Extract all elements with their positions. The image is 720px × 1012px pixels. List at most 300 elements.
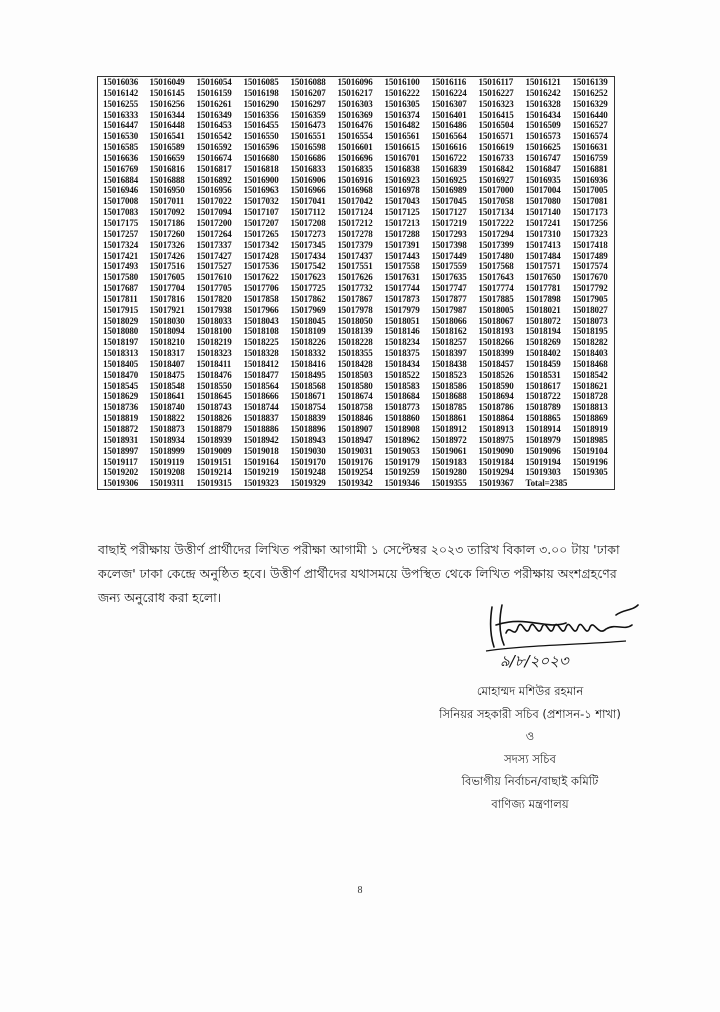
roll-number-cell: 15018269 [525, 337, 561, 348]
roll-number-cell: 15016722 [431, 152, 467, 163]
roll-number-cell: 15017207 [243, 217, 279, 228]
roll-number-cell: 15018323 [196, 348, 232, 359]
roll-number-cell: 15018523 [431, 369, 467, 380]
table-row [98, 337, 615, 348]
roll-number-cell: 15016100 [384, 77, 420, 87]
roll-number-cell: 15017326 [149, 239, 185, 250]
roll-number-cell: 15019248 [290, 467, 326, 478]
roll-number-cell: 15017542 [290, 261, 326, 272]
roll-number-cell: 15018931 [103, 434, 139, 445]
roll-number-cell: 15019164 [243, 456, 279, 467]
roll-number-cell: 15016305 [384, 98, 420, 109]
roll-number-cell: 15016686 [290, 152, 326, 163]
roll-number-cell: 15016989 [431, 185, 467, 196]
roll-number-cell: 15018282 [572, 337, 608, 348]
roll-number-cell: 15019170 [290, 456, 326, 467]
roll-number-cell: 15017241 [525, 217, 561, 228]
roll-number-cell: 15018896 [290, 424, 326, 434]
roll-number-cell: 15018073 [572, 315, 608, 326]
roll-number-cell: 15017705 [196, 283, 232, 294]
roll-number-cell: 15017877 [431, 293, 467, 304]
roll-number-cell: 15017811 [103, 293, 138, 304]
table-row [98, 142, 615, 153]
roll-number-cell: 15016888 [149, 174, 185, 185]
roll-number-cell: 15018997 [103, 445, 139, 456]
roll-number-cell: 15017428 [243, 250, 279, 261]
roll-number-cell: 15018580 [337, 380, 373, 391]
roll-number-cell: 15018629 [103, 391, 139, 402]
roll-number-cell: 15018621 [572, 380, 608, 391]
roll-number-cell: 15017293 [431, 228, 467, 239]
roll-number-cell: 15017081 [572, 196, 608, 207]
roll-number-cell: 15019194 [525, 456, 561, 467]
roll-number-cell: 15017112 [290, 207, 326, 218]
roll-number-cell: 15018886 [243, 424, 279, 434]
roll-number-cell: 15018162 [431, 326, 467, 337]
roll-number-cell: 15018459 [525, 358, 561, 369]
roll-number-cell: 15016486 [431, 120, 467, 131]
roll-number-cell: 15017140 [525, 207, 561, 218]
roll-number-cell: 15018688 [431, 391, 467, 402]
roll-number-cell: 15018438 [431, 358, 467, 369]
roll-number-cell: 15016759 [572, 152, 608, 163]
exam-notice-paragraph: বাছাই পরীক্ষায় উত্তীর্ণ প্রার্থীদের লিখিত পরীক্ষা আগামী ১ সেপ্টেম্বর ২০২৩ তারিখ বিকাল ৩.০০ টায় 'ঢাকা কলেজ' ঢাকা কেন্দ্রে অনুষ্ঠিত হবে। উত্তীর্ণ প্রার্থীদের যথাসময়ে উপস্থিত থেকে লিখিত পরীক্ষায় অংশগ্রহণের জন্য অনুরোধ করা হলো। [98, 542, 620, 605]
roll-number-cell: 15016453 [196, 120, 232, 131]
roll-number-cell: 15016297 [290, 98, 326, 109]
roll-number-cell: 15016207 [290, 87, 326, 98]
roll-number-cell: 15018050 [337, 315, 373, 326]
roll-number-cell: 15017580 [103, 272, 139, 283]
table-row [98, 294, 615, 305]
roll-number-cell: 15018407 [149, 358, 185, 369]
roll-number-cell: 15016598 [290, 142, 326, 153]
roll-number-cell: 15018457 [478, 358, 514, 369]
table-row [98, 240, 615, 251]
table-row [98, 391, 615, 402]
roll-number-cell: 15016571 [478, 131, 514, 142]
roll-number-cell: 15018985 [572, 434, 608, 445]
roll-number-cell: 15016816 [149, 163, 185, 174]
roll-number-cell: 15018872 [103, 424, 139, 434]
roll-number-cell: 15017643 [478, 272, 514, 283]
roll-number-cell: 15019355 [431, 478, 467, 489]
roll-number-cell: 15017391 [384, 239, 420, 250]
roll-number-cell: 15018942 [243, 434, 279, 445]
roll-number-cell: 15017480 [478, 250, 514, 261]
roll-number-cell: 15016455 [243, 120, 279, 131]
roll-number-cell: 15018873 [149, 424, 185, 434]
roll-number-cell: 15019315 [196, 478, 232, 489]
table-row [98, 305, 615, 316]
roll-number-cell: 15017704 [149, 283, 185, 294]
roll-number-cell: 15018939 [196, 434, 232, 445]
table-row [98, 348, 615, 359]
roll-number-cell: 15017257 [103, 228, 139, 239]
table-row [98, 185, 615, 196]
roll-number-cell: 15018907 [337, 424, 373, 434]
roll-number-cell: 15019104 [572, 445, 608, 456]
roll-number-cell: 15016551 [290, 131, 326, 142]
roll-number-cell: 15018399 [478, 348, 514, 359]
roll-number-cell: 15018266 [478, 337, 514, 348]
roll-number-cell: 15017437 [337, 250, 373, 261]
table-row [98, 381, 615, 392]
roll-number-cell: 15017310 [525, 228, 561, 239]
roll-number-cell: 15017323 [572, 228, 608, 239]
roll-number-cell: 15018405 [103, 358, 139, 369]
roll-number-cell: 15016242 [525, 87, 561, 98]
roll-number-cell: 15019183 [431, 456, 467, 467]
roll-number-cell: 15016769 [103, 163, 139, 174]
roll-number-cell: 15016835 [337, 163, 373, 174]
roll-number-cell: 15016290 [243, 98, 279, 109]
roll-number-cell: 15017008 [103, 196, 139, 207]
roll-number-cell: 15016847 [525, 163, 561, 174]
roll-number-cell: 15016198 [243, 87, 279, 98]
table-row [98, 283, 615, 294]
roll-number-cell: 15018583 [384, 380, 420, 391]
roll-number-cell: 15019303 [525, 467, 561, 478]
roll-number-cell: 15018475 [149, 369, 185, 380]
roll-number-cell: 15018080 [103, 326, 139, 337]
roll-number-cell: 15019061 [431, 445, 467, 456]
roll-number-cell: 15019202 [103, 467, 139, 478]
roll-number-cell: 15018109 [290, 326, 326, 337]
roll-number-cell: 15018108 [243, 326, 279, 337]
roll-number-cell: 15016966 [290, 185, 326, 196]
signature-date: ৯/৮/২০২৩ [500, 652, 569, 670]
signatory-designation: সিনিয়র সহকারী সচিব (প্রশাসন-১ শাখা) [439, 706, 621, 721]
roll-number-cell: 15018470 [103, 369, 139, 380]
roll-number-cell: 15018005 [478, 304, 514, 315]
roll-number-cell: 15018066 [431, 315, 467, 326]
roll-number-cell: 15016561 [384, 131, 420, 142]
roll-number-cell: 15019117 [103, 456, 138, 467]
roll-number-cell: 15019219 [243, 467, 279, 478]
roll-number-cell: 15019254 [337, 467, 373, 478]
roll-number-cell: 15017058 [478, 196, 514, 207]
roll-number-cell: 15016473 [290, 120, 326, 131]
table-row [98, 478, 615, 489]
roll-number-cell: 15019323 [243, 478, 279, 489]
roll-number-cell: 15016659 [149, 152, 185, 163]
table-row [98, 435, 615, 446]
table-row [98, 424, 615, 435]
table-row [98, 77, 615, 88]
roll-number-cell: 15017265 [243, 228, 279, 239]
roll-number-cell: 15018403 [572, 348, 608, 359]
roll-number-cell: 15016527 [572, 120, 608, 131]
roll-number-cell: 15017858 [243, 293, 279, 304]
roll-number-cell: 15017558 [384, 261, 420, 272]
roll-number-cell: 15016448 [149, 120, 185, 131]
roll-number-cell: 15016900 [243, 174, 279, 185]
roll-number-cell: 15017650 [525, 272, 561, 283]
roll-number-cell: 15019208 [149, 467, 185, 478]
roll-number-cell: 15016817 [196, 163, 232, 174]
roll-number-cell: 15017427 [196, 250, 232, 261]
roll-number-cell: 15017324 [103, 239, 139, 250]
roll-number-cell: 15018914 [525, 424, 561, 434]
roll-number-cell: 15016255 [103, 98, 139, 109]
signatory-committee: বিভাগীয় নির্বাচন/বাছাই কমিটি [461, 774, 599, 788]
roll-number-cell: 15017418 [572, 239, 608, 250]
roll-number-cell: 15016401 [431, 109, 467, 120]
handwritten-signature [466, 585, 646, 660]
roll-number-cell: 15018402 [525, 348, 561, 359]
roll-number-cell: 15018355 [337, 348, 373, 359]
roll-number-cell: 15017484 [525, 250, 561, 261]
table-row [98, 413, 615, 424]
roll-number-cell: 15018564 [243, 380, 279, 391]
roll-number-cell: 15018522 [384, 369, 420, 380]
roll-number-cell: 15016615 [384, 142, 420, 153]
roll-number-cell: 15018027 [572, 304, 608, 315]
roll-number-cell: 15017260 [149, 228, 185, 239]
roll-number-cell: 15019329 [290, 478, 326, 489]
roll-number-cell: 15017979 [384, 304, 420, 315]
roll-number-cell: 15019151 [196, 456, 232, 467]
roll-number-cell: 15016434 [525, 109, 561, 120]
page-number: 8 [357, 885, 363, 896]
roll-number-cell: 15017399 [478, 239, 514, 250]
roll-number-cell: 15016121 [525, 77, 561, 87]
roll-number-cell: 15018412 [243, 358, 279, 369]
roll-number-cell: 15016224 [431, 87, 467, 98]
roll-number-cell: 15016139 [572, 77, 608, 87]
roll-number-cell: 15018257 [431, 337, 467, 348]
roll-number-cell: 15016968 [337, 185, 373, 196]
roll-number-cell: 15018100 [196, 326, 232, 337]
roll-number-cell: 15018146 [384, 326, 420, 337]
roll-number-cell: 15018975 [478, 434, 514, 445]
roll-number-cell: 15017915 [103, 304, 139, 315]
roll-number-cell: 15018979 [525, 434, 561, 445]
roll-number-cell: 15017434 [290, 250, 326, 261]
roll-number-cell: 15018813 [572, 402, 608, 413]
roll-number-cell: 15017092 [149, 207, 185, 218]
roll-number-cell: 15018740 [149, 402, 185, 413]
roll-number-cell: 15017022 [196, 196, 232, 207]
roll-number-cell: 15016881 [572, 163, 608, 174]
roll-number-cell: 15018645 [196, 391, 232, 402]
roll-number-cell: 15018999 [149, 445, 185, 456]
roll-number-cell: 15018758 [337, 402, 373, 413]
roll-number-cell: 15016701 [384, 152, 420, 163]
roll-number-cell: 15018754 [290, 402, 326, 413]
roll-number-cell: 15016542 [196, 131, 232, 142]
roll-number-cell: 15018526 [478, 369, 514, 380]
roll-number-cell: 15018033 [196, 315, 232, 326]
roll-number-cell: 15017987 [431, 304, 467, 315]
roll-number-cell: 15017208 [290, 217, 326, 228]
roll-number-cell: 15018819 [103, 413, 139, 424]
roll-number-cell: 15016344 [149, 109, 185, 120]
roll-number-cell: 15016369 [337, 109, 373, 120]
roll-number-cell: 15016833 [290, 163, 326, 174]
roll-number-cell: 15018590 [478, 380, 514, 391]
roll-number-cell: 15017094 [196, 207, 232, 218]
roll-number-cell: 15018226 [290, 337, 326, 348]
roll-number-cell: 15017083 [103, 207, 139, 218]
roll-number-cell: 15018568 [290, 380, 326, 391]
roll-number-cell: 15018228 [337, 337, 373, 348]
roll-number-cell: 15017747 [431, 283, 467, 294]
roll-number-cell: 15018913 [478, 424, 514, 434]
roll-number-cell: 15017966 [243, 304, 279, 315]
table-row [98, 359, 615, 370]
roll-number-cell: 15017043 [384, 196, 420, 207]
roll-number-cell: 15017288 [384, 228, 420, 239]
table-row [98, 457, 615, 468]
roll-number-cell: 15017568 [478, 261, 514, 272]
table-row [98, 402, 615, 413]
roll-number-cell [568, 478, 615, 489]
roll-number-cell: 15018722 [525, 391, 561, 402]
roll-number-cell: 15017032 [243, 196, 279, 207]
roll-number-cell: 15018219 [196, 337, 232, 348]
table-row [98, 261, 615, 272]
roll-number-cell: 15018919 [572, 424, 608, 434]
roll-number-cell: 15019009 [196, 445, 232, 456]
roll-number-cell: 15018375 [384, 348, 420, 359]
roll-number-cell: 15019306 [103, 478, 139, 489]
roll-number-cell: 15016733 [478, 152, 514, 163]
roll-number-cell: 15018030 [149, 315, 185, 326]
roll-number-cell: 15018072 [525, 315, 561, 326]
roll-number-cell: 15016616 [431, 142, 467, 153]
table-row [98, 207, 615, 218]
table-row [98, 120, 615, 131]
roll-number-cell: 15016927 [478, 174, 514, 185]
roll-number-cell: 15017774 [478, 283, 514, 294]
roll-number-cell: 15016088 [290, 77, 326, 87]
roll-number-cell: 15016674 [196, 152, 232, 163]
roll-number-cell: 15018210 [149, 337, 185, 348]
roll-number-cell: 15019096 [525, 445, 561, 456]
table-row [98, 175, 615, 186]
roll-number-cell: 15018317 [149, 348, 185, 359]
signatory-block [380, 680, 680, 815]
roll-number-cell: 15016307 [431, 98, 467, 109]
roll-number-cell: 15017885 [478, 293, 514, 304]
roll-number-cell: 15018043 [243, 315, 279, 326]
roll-number-cell: 15016323 [478, 98, 514, 109]
roll-number-cell: 15016261 [196, 98, 232, 109]
signatory-name: মোহাম্মদ মশিউর রহমান [476, 684, 584, 698]
roll-number-cell: 15016589 [149, 142, 185, 153]
roll-number-cell: 15017273 [290, 228, 326, 239]
roll-number-cell: 15016884 [103, 174, 139, 185]
roll-number-cell: 15018234 [384, 337, 420, 348]
roll-number-cell: 15016049 [149, 77, 185, 87]
roll-number-cell: 15016747 [525, 152, 561, 163]
roll-number-cell: 15019342 [337, 478, 373, 489]
roll-number-cell: 15018962 [384, 434, 420, 445]
roll-number-cell: 15018051 [384, 315, 420, 326]
table-row [98, 326, 615, 337]
roll-number-cell: 15018021 [525, 304, 561, 315]
roll-number-cell: 15017670 [572, 272, 608, 283]
roll-number-cell: 15017413 [525, 239, 561, 250]
roll-number-cell: 15017213 [384, 217, 420, 228]
roll-number-cell: 15016482 [384, 120, 420, 131]
roll-number-cell: 15016573 [525, 131, 561, 142]
roll-number-cell: 15017045 [431, 196, 467, 207]
roll-number-cell: 15017212 [337, 217, 373, 228]
roll-number-cell: 15018495 [290, 369, 326, 380]
roll-number-cell: 15017134 [478, 207, 514, 218]
roll-number-cell: 15017042 [337, 196, 373, 207]
roll-number-cell: 15016252 [572, 87, 608, 98]
roll-number-cell: 15016554 [337, 131, 373, 142]
roll-number-cell: 15018822 [149, 413, 185, 424]
roll-number-cell: 15017635 [431, 272, 467, 283]
roll-number-cell: 15017000 [478, 185, 514, 196]
roll-number-cell: 15018416 [290, 358, 326, 369]
roll-number-cell: 15017294 [478, 228, 514, 239]
roll-number-cell: 15019311 [149, 478, 185, 489]
roll-number-cell: 15017345 [290, 239, 326, 250]
roll-number-cell: 15017898 [525, 293, 561, 304]
roll-number-table-body [98, 77, 615, 490]
table-row [98, 153, 615, 164]
roll-number-cell: 15018225 [243, 337, 279, 348]
roll-number-cell: 15016935 [525, 174, 561, 185]
roll-number-cell: 15019031 [337, 445, 373, 456]
roll-number-cell: 15018786 [478, 402, 514, 413]
roll-number-cell: 15017744 [384, 283, 420, 294]
roll-number-cell: 15019305 [572, 467, 608, 478]
roll-number-cell: 15017862 [290, 293, 326, 304]
roll-number-cell: 15017571 [525, 261, 561, 272]
roll-number-cell: 15019018 [243, 445, 279, 456]
roll-number-cell: 15016936 [572, 174, 608, 185]
roll-number-cell: 15016916 [337, 174, 373, 185]
roll-number-cell: 15017379 [337, 239, 373, 250]
roll-number-cell: 15017127 [431, 207, 467, 218]
roll-number-cell: 15017938 [196, 304, 232, 315]
roll-number-cell: 15017623 [290, 272, 326, 283]
table-row [98, 164, 615, 175]
table-row [98, 229, 615, 240]
roll-number-cell: 15016509 [525, 120, 561, 131]
roll-number-cell: 15016159 [196, 87, 232, 98]
roll-number-cell: 15016950 [149, 185, 185, 196]
roll-number-cell: 15017816 [149, 293, 185, 304]
roll-number-cell: 15019259 [384, 467, 420, 478]
roll-number-cell: 15019179 [384, 456, 420, 467]
roll-number-cell: 15016696 [337, 152, 373, 163]
roll-number-cell: 15018684 [384, 391, 420, 402]
roll-number-cell: 15016303 [337, 98, 373, 109]
roll-number-cell: 15016415 [478, 109, 514, 120]
roll-number-cell: 15017222 [478, 217, 514, 228]
roll-number-cell: 15019053 [384, 445, 420, 456]
roll-number-cell: 15016619 [478, 142, 514, 153]
roll-number-cell: 15018943 [290, 434, 326, 445]
roll-number-cell: 15017905 [572, 293, 608, 304]
roll-number-cell: 15017969 [290, 304, 326, 315]
table-row [98, 446, 615, 457]
roll-number-cell: 15018789 [525, 402, 561, 413]
roll-number-cell: 15016925 [431, 174, 467, 185]
roll-number-cell: 15016222 [384, 87, 420, 98]
roll-number-cell: 15018477 [243, 369, 279, 380]
roll-number-cell: 15017605 [149, 272, 185, 283]
roll-number-cell: 15018193 [478, 326, 514, 337]
roll-number-cell: 15018736 [103, 402, 139, 413]
